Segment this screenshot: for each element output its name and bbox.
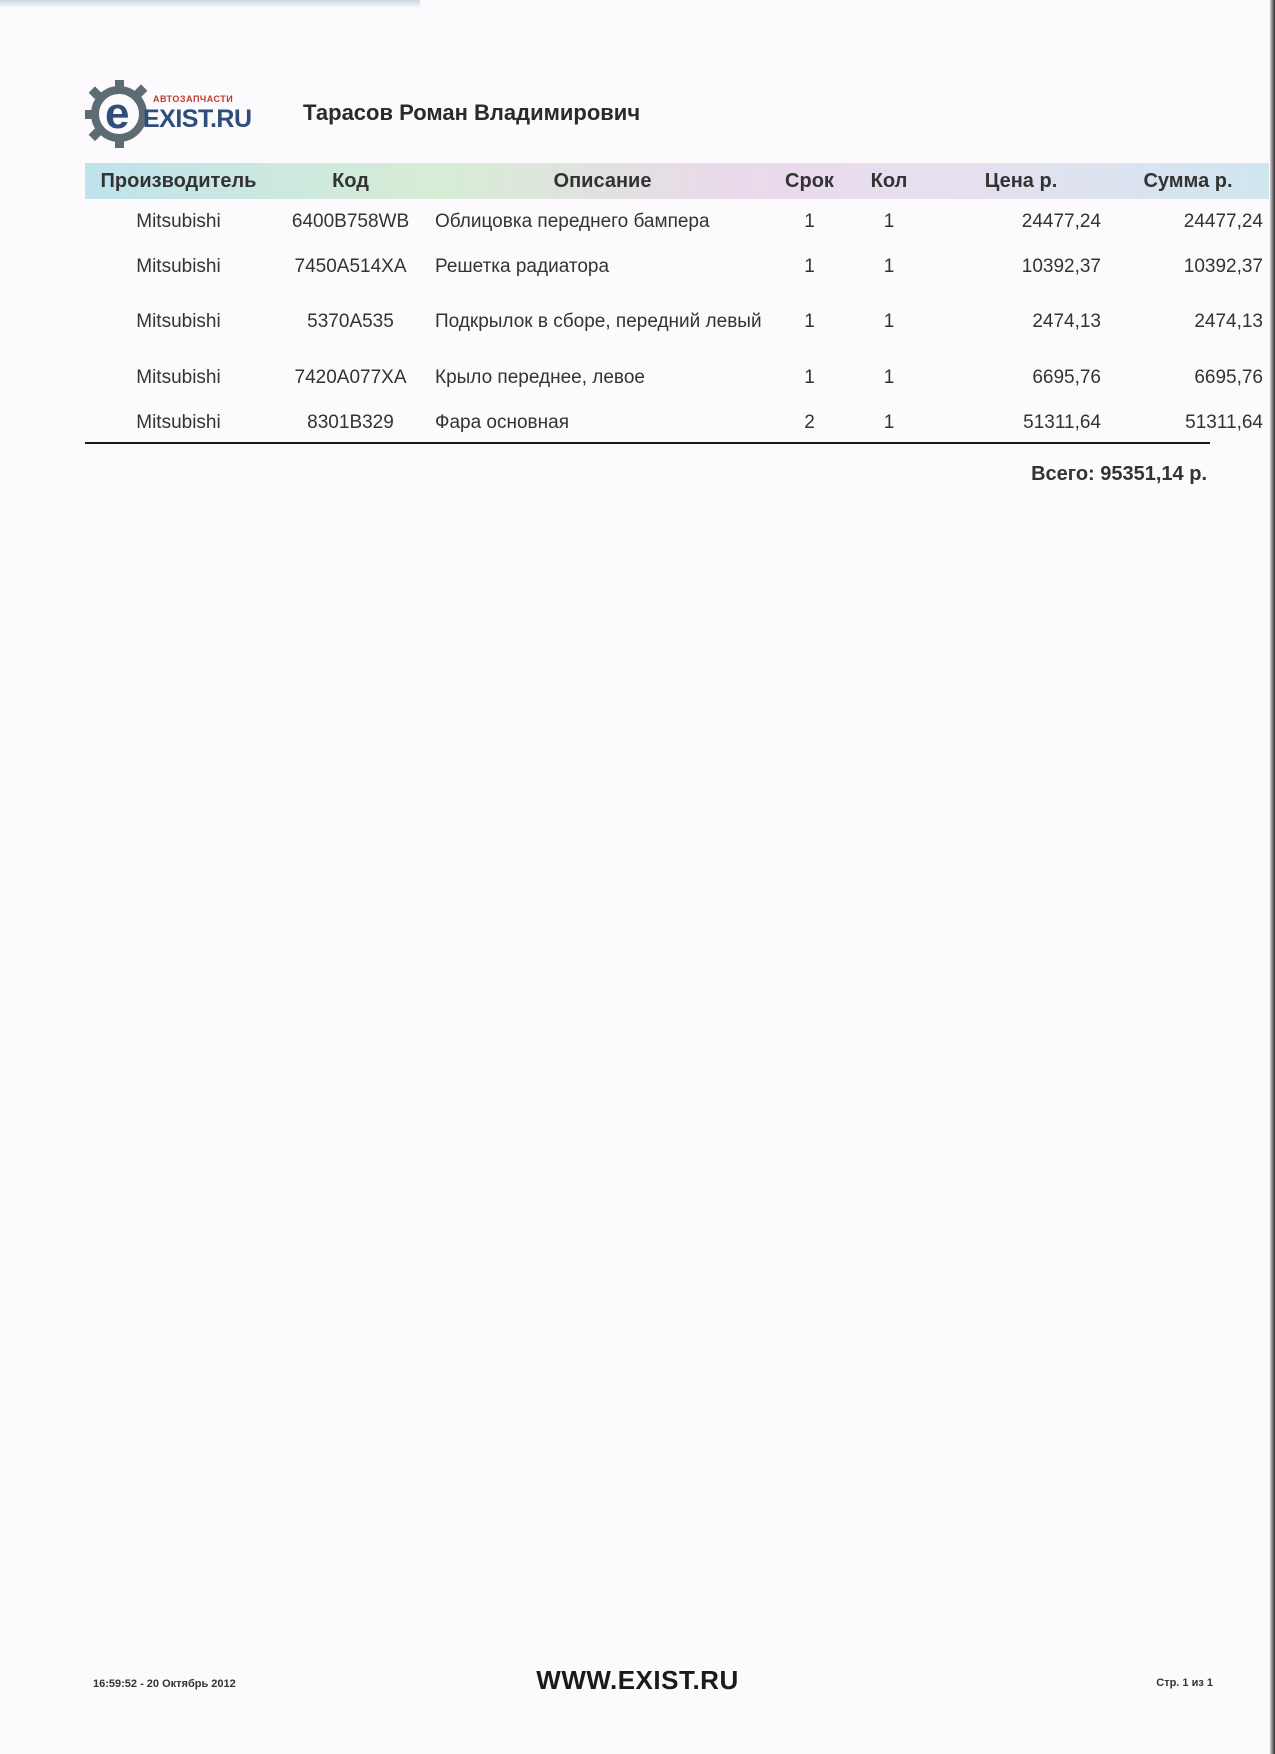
grand-total: Всего: 95351,14 р. xyxy=(1031,463,1207,485)
cell-description: Облицовка переднего бампера xyxy=(435,210,710,232)
col-header-term: Срок xyxy=(785,169,834,192)
cell-qty: 1 xyxy=(883,210,895,232)
svg-text:e: e xyxy=(105,89,130,138)
page-number: Стр. 1 из 1 xyxy=(1156,1677,1213,1689)
cell-description: Фара основная xyxy=(435,411,569,433)
cell-sum: 2474,13 xyxy=(1194,311,1263,332)
cell-term: 1 xyxy=(804,210,815,232)
cell-price: 51311,64 xyxy=(1023,411,1101,433)
cell-code: 6400B758WB xyxy=(291,210,410,232)
col-header-description: Описание xyxy=(553,169,652,192)
table-row xyxy=(85,355,1269,400)
cell-price: 10392,37 xyxy=(1021,255,1101,277)
print-datetime: 16:59:52 - 20 Октябрь 2012 xyxy=(93,1678,236,1690)
scan-edge-right xyxy=(1270,0,1275,1754)
cell-maker: Mitsubishi xyxy=(136,311,221,332)
scan-edge-top xyxy=(0,0,420,8)
exist-logo xyxy=(85,78,270,150)
table-row xyxy=(85,244,1269,289)
col-header-code: Код xyxy=(332,169,369,192)
cell-qty: 1 xyxy=(883,411,895,433)
col-header-maker: Производитель xyxy=(100,169,257,192)
cell-term: 1 xyxy=(804,366,815,388)
logo-caption: АВТОЗАПЧАСТИ xyxy=(153,94,234,104)
cell-price: 6695,76 xyxy=(1032,366,1101,388)
cell-term: 1 xyxy=(804,255,815,277)
cell-sum: 10392,37 xyxy=(1183,255,1263,277)
cell-price: 24477,24 xyxy=(1021,210,1101,232)
cell-maker: Mitsubishi xyxy=(136,366,221,388)
cell-maker: Mitsubishi xyxy=(136,255,221,277)
col-header-sum: Сумма р. xyxy=(1143,169,1233,192)
cell-term: 1 xyxy=(804,311,815,332)
cell-sum: 6695,76 xyxy=(1194,366,1263,388)
table-row xyxy=(85,199,1269,244)
cell-sum: 24477,24 xyxy=(1183,210,1263,232)
table-row xyxy=(85,400,1269,445)
cell-code: 7450A514XA xyxy=(294,255,407,277)
cell-qty: 1 xyxy=(883,311,895,332)
cell-code: 8301B329 xyxy=(307,411,394,433)
cell-description: Решетка радиатора xyxy=(435,255,610,277)
cell-maker: Mitsubishi xyxy=(136,411,221,433)
cell-description: Крыло переднее, левое xyxy=(435,366,645,388)
customer-name: Тарасов Роман Владимирович xyxy=(303,100,641,125)
cell-maker: Mitsubishi xyxy=(136,210,221,232)
cell-qty: 1 xyxy=(883,255,895,277)
col-header-price: Цена р. xyxy=(984,169,1058,192)
cell-price: 2474,13 xyxy=(1032,311,1101,332)
table-row xyxy=(85,289,1269,355)
cell-qty: 1 xyxy=(883,366,895,388)
cell-code: 5370A535 xyxy=(307,311,394,332)
table-bottom-rule xyxy=(85,442,1210,444)
cell-term: 2 xyxy=(804,411,815,433)
cell-code: 7420A077XA xyxy=(294,366,407,388)
col-header-qty: Кол xyxy=(870,169,908,192)
table-header-row xyxy=(85,163,1269,199)
logo-wordmark: EXIST.RU xyxy=(143,105,252,133)
cell-description: Подкрылок в сборе, передний левый xyxy=(435,311,762,332)
cell-sum: 51311,64 xyxy=(1185,411,1263,433)
parts-table xyxy=(85,163,1263,445)
footer-website: WWW.EXIST.RU xyxy=(536,1665,739,1695)
